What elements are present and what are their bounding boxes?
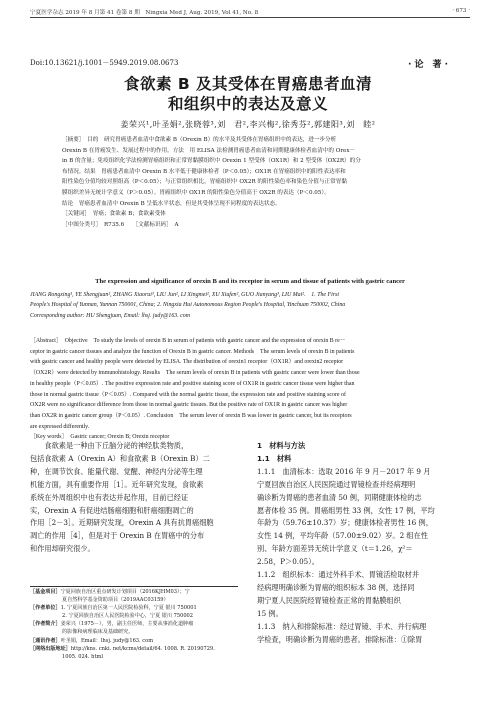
running-header-left: 宁夏医学杂志 2019 年 8 月第 41 卷第 8 期 Ningxia Med J, Aug. 2019, Vol 41, No. 8: [30, 10, 259, 16]
zh-abstract-line: Orexin B 在胃癌发生、发展过程中的作用。方法 用 ELISA 法检测胃癌患者血清和同期健康体检者血清中的 Orex－: [62, 147, 356, 154]
footnotes-block: [30, 588, 238, 661]
author-list: 姜荣兴¹,叶圣娟²,张晓蓉³,刘 君²,李兴梅²,徐秀芬²,郭建阳³,刘 睦²: [120, 120, 376, 129]
body-paragraph-line: 别、年龄方面差异无统计学意义（t＝1.26，χ²＝: [257, 544, 413, 554]
article-title-line-1: 食欲素 B 及其受体在胃癌患者血清: [123, 75, 373, 93]
en-affiliation-line: People's Hospital of Yunnan, Yunnan 750001, China; 2. Ningxia Hui Autonomous Region People's Hospital, Yinchuan 750002, China: [30, 302, 346, 309]
footnote-row: [30, 596, 238, 604]
body-paragraph-line: 凋亡的作用［4］，但是对于 Orexin B 在胃癌中的分布: [30, 531, 205, 541]
body-paragraph-line: 食欲素是一种由下丘脑分泌的神经肽类物质，: [30, 441, 189, 450]
section-heading: 1 材料与方法: [257, 441, 306, 450]
body-paragraph-line: 系统在外周组织中也有表达并起作用，目前已经证: [30, 492, 189, 502]
footnote-text: 1. 宁夏回族自治区第一人民医院检验科，宁夏 银川 750001: [60, 605, 197, 612]
en-abstract-line: those in normal gastric tissue（P＜0.05）. Compared with the normal gastric tissue, the expression rate and positive staining score of: [30, 391, 346, 398]
footnote-tag: ［通讯作者］: [30, 637, 61, 644]
zh-abstract-line: 膜组织差异无统计学意义（P＞0.05）。胃癌组织中 OX1R 的阳性染色分值高于 OX2R 的表达（P＜0.05）。: [62, 189, 330, 196]
zh-abstract-line: 阳性染色分值均较对照组高（P＜0.05）；与正常组织相比，胃癌组织中 OX2R 的阳性染色率和染色分值与正常胃黏: [62, 179, 347, 186]
footnote-text: 夏自然科学基金资助项目（2019AAC03159）: [62, 597, 169, 604]
body-left-column: [30, 440, 238, 556]
zh-abstract-line: ［摘要］ 目的 研究胃癌患者血清中食欲素 B（Orexin B）的水平及其受体在胃癌组织中的表达，进一步分析: [62, 137, 337, 143]
body-paragraph-line: 作用［2－3］。近期研究发现，Orexin A 具有抗胃癌细胞: [30, 518, 214, 528]
body-right-column: [257, 440, 469, 647]
footnote-text: 宁夏回族自治区重点研发计划项目（2016KJHM03）；宁: [60, 589, 190, 595]
body-paragraph-line: 1.1.1 血清标本：选取 2016 年 9 月－2017 年 9 月: [257, 466, 431, 476]
footnote-link[interactable]: http://kns. cnki. net/kcms/detail/64. 1008. R. 20190729.: [70, 645, 215, 652]
en-corresponding-author: Corresponding author: HU Shengjuan, Email: lhsj. judy@163. com: [30, 312, 190, 319]
body-paragraph-line: 年龄为（59.76±10.37）岁；健康体检者男性 16 例，: [257, 518, 433, 528]
zh-abstract-conclusion: 结论 胃癌患者血清中 Orexin B 呈低水平状态，但是其受体呈现不同程度的表达状态。: [62, 200, 281, 207]
body-paragraph-line: 和作用却研究很少。: [30, 544, 95, 554]
en-abstract-line: are expressed differently.: [30, 423, 90, 430]
english-title: The expression and significance of orexin B and its receptor in serum and tissue of patients with gastric cancer: [95, 278, 405, 285]
body-paragraph-line: 2.58，P＞0.05）。: [257, 557, 319, 567]
zh-keywords: ［关键词］ 胃癌；食欲素 B；食欲素受体: [62, 211, 166, 218]
column-tag: · 论 著 ·: [408, 60, 449, 70]
body-paragraph-line: 1.1.3 纳入和排除标准：经过胃镜、手术、并行病理: [257, 621, 427, 631]
subsection-heading: 1.1 材料: [257, 453, 292, 463]
en-abstract-line: （OX2R）were detected by immunohistology. Results The serum levels of orexin B in patients with gastric cancer were lower than those: [30, 370, 360, 377]
body-paragraph-line: 确诊断为胃癌的患者血清 50 例，同期健康体检的志: [257, 492, 422, 502]
footnote-text: 的影像和病理临床及基础研究。: [62, 629, 134, 636]
english-authors: [30, 290, 470, 321]
body-paragraph-line: 包括食欲素 A（Orexin A）和食欲素 B（Orexin B）二: [30, 453, 210, 463]
page-number: · 673 ·: [452, 8, 470, 14]
body-paragraph-line: 15 例。: [257, 608, 283, 618]
body-paragraph-line: 期宁夏人民医院经胃镜检查正常的胃黏膜组织: [257, 595, 401, 605]
footnote-row: [30, 604, 238, 612]
footnote-tag: ［作者简介］: [30, 621, 61, 628]
body-paragraph-line: 女性 14 例，平均年龄（57.00±9.02）岁。2 组在性: [257, 531, 428, 541]
footnote-text: 2. 宁夏回族自治区人民医院检验中心，宁夏 银川 750002: [62, 613, 194, 620]
running-header: [30, 8, 470, 16]
en-abstract-line: in healthy people（P＜0.05）. The positive expression rate and positive staining score of OX1R in gastric cancer tissue were higher than: [30, 380, 355, 387]
article-title-line-2: 和组织中的表达及意义: [167, 95, 328, 113]
body-paragraph-line: 愿者体检 35 例。胃癌组男性 33 例，女性 17 例，平均: [257, 505, 435, 515]
footnote-tag: ［基金项目］: [30, 589, 61, 595]
doi-line: Doi:10.13621/j.1001－5949.2019.08.0673: [30, 59, 179, 67]
footnote-row: [30, 645, 238, 653]
en-abstract-line: ［Abstract］ Objective To study the levels of orexin B in serum of patients with gastric cancer and the expression of orexin B re－: [30, 338, 346, 344]
footnote-tag: ［网络出版地址］: [30, 645, 71, 652]
footnote-row: [30, 653, 238, 661]
footnote-text: 叶圣娟，Email：lhsj. judy@163. com: [60, 637, 154, 644]
body-paragraph-line: 1.1.2 组织标本：通过外科手术、胃镜活检取材并: [257, 570, 420, 580]
footnote-text: 姜荣兴（1975－），男，副主任医师，主要从事消化道肿瘤: [60, 621, 194, 628]
footnote-row: [30, 620, 238, 628]
footnote-tag: ［作者单位］: [30, 605, 61, 612]
header-rule: [30, 17, 470, 18]
body-paragraph-line: 学检查，明确诊断为胃癌的患者。排除标准：①除胃: [257, 634, 423, 644]
body-paragraph-line: 种，在调节饮食、能量代谢、觉醒、神经内分泌等生理: [30, 466, 203, 476]
footnote-row: [30, 612, 238, 620]
footnote-rule: [30, 586, 238, 587]
en-author-line: JIANG Rongxing¹, YE Shengjuan², ZHANG Xiaorui³, LIU Jun², LI Xingmei², XU Xiufen², GUO Jianyang³, LIU Mai². 1. The First: [30, 292, 339, 298]
footnote-row: [30, 628, 238, 636]
en-keywords: ［Key words］ Gastric cancer; Orexin B; Orexin receptor: [30, 434, 170, 441]
en-abstract-line: ceptor in gastric cancer tissues and analyze the function of Orexin B in gastric cancer. Methods The serum levels of orexin B in patients: [30, 348, 355, 355]
chinese-abstract: [62, 135, 440, 230]
body-paragraph-line: 实，Orexin A 有促进结肠癌细胞和肝癌细胞凋亡的: [30, 505, 194, 515]
zh-classification: ［中图分类号］ R735.6 ［文献标识码］ A: [62, 221, 179, 228]
body-paragraph-line: 经病理明确诊断为胃癌的组织标本 38 例，选择同: [257, 582, 415, 592]
en-abstract-line: OX2R were no significance difference from those in normal gastric tissues. But the positive rate of OX1R in gastric cancer was higher: [30, 402, 348, 409]
en-abstract-line: than OX2R in gastric cancer group（P＜0.05）. Conclusion The serum lever of orexin B was lower in gastric cancer, but its receptors: [30, 412, 352, 419]
body-paragraph-line: 宁夏回族自治区人民医院通过胃镜检查并经病理明: [257, 479, 416, 489]
en-abstract-line: with gastric cancer and healthy people were detected by ELISA. The distribution of orexin1 receptor（OX1R）and orexin2 receptor: [30, 359, 344, 366]
body-paragraph-line: 机能方面，具有重要作用［1］。近年研究发现，食欲素: [30, 479, 204, 489]
footnote-link[interactable]: 1005. 024. html: [62, 653, 103, 660]
zh-abstract-line: in B 的含量；免疫组织化学法检测胃癌组织和正常胃黏膜组织中 Orexin 1 型受体（OX1R）和 2 型受体（OX2R）的分: [62, 158, 361, 165]
zh-abstract-line: 布情况。结果 胃癌患者血清中 Orexin B 水平低于健康体检者（P＜0.05）；OX1R 在胃癌组织中的阳性表达率和: [62, 168, 346, 175]
english-abstract: [30, 336, 470, 443]
footnote-row: [30, 588, 238, 596]
footnote-row: [30, 637, 238, 645]
